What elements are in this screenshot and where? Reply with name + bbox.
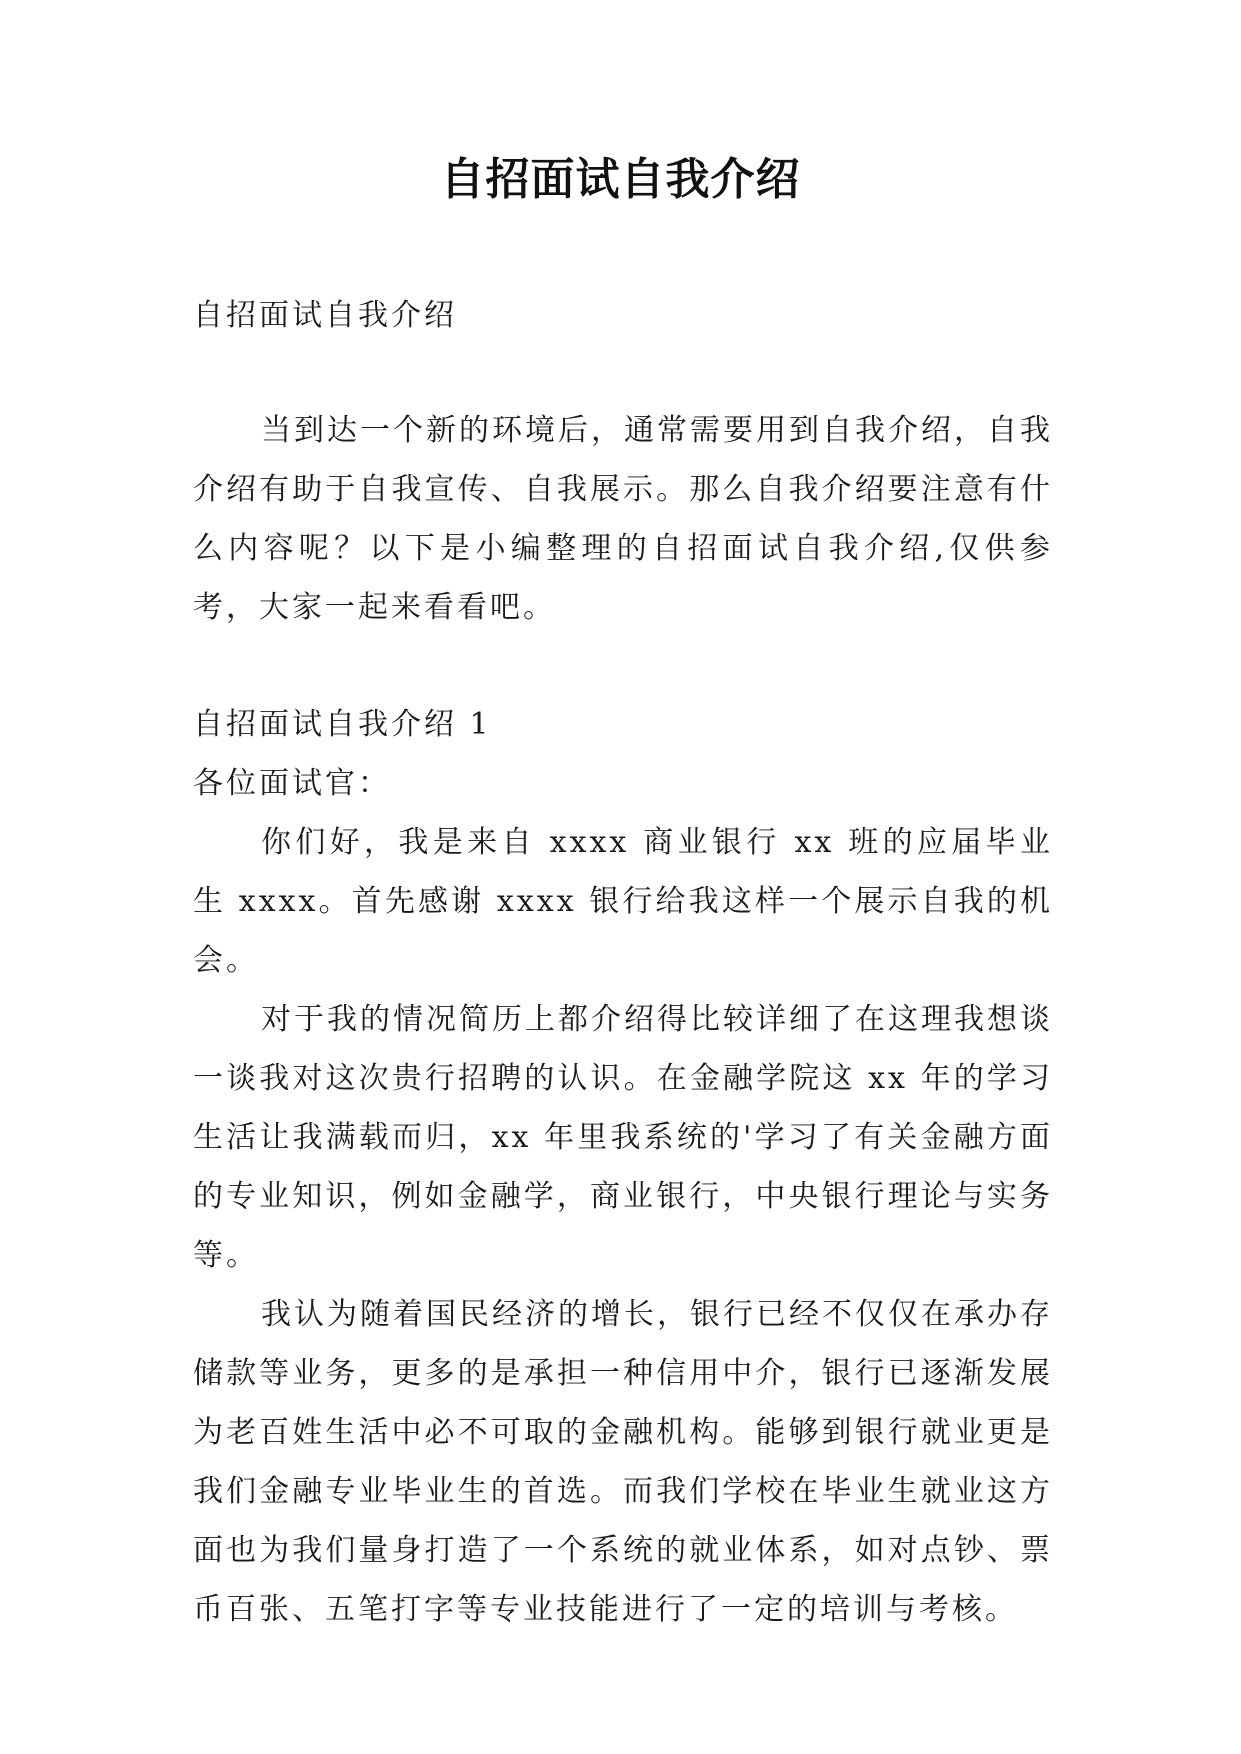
document-title: 自招面试自我介绍 xyxy=(440,154,801,205)
salutation: 各位面试官： xyxy=(193,766,391,801)
document-subtitle: 自招面试自我介绍 xyxy=(193,298,457,333)
body-paragraph: 我认为随着国民经济的增长，银行已经不仅仅在承办存储款等业务，更多的是承担一种信用中介，银行已逐渐发展为老百姓生活中必不可取的金融机构。能够到银行就业更是我们金融专业毕业生的首选。而我们学校在毕业生就业这方面也为我们量身打造了一个系统的就业体系，如对点钞、票币百张、五笔打字等专业技能进行了一定的培训与考核。 xyxy=(193,1297,1053,1627)
body-paragraph: 你们好，我是来自 xxxx 商业银行 xx 班的应届毕业生 xxxx。首先感谢 xxxx 银行给我这样一个展示自我的机会。 xyxy=(193,825,1053,978)
intro-paragraph: 当到达一个新的环境后，通常需要用到自我介绍，自我介绍有助于自我宣传、自我展示。那么自我介绍要注意有什么内容呢？以下是小编整理的自招面试自我介绍,仅供参考，大家一起来看看吧。 xyxy=(193,413,1053,625)
body-paragraph: 对于我的情况简历上都介绍得比较详细了在这理我想谈一谈我对这次贵行招聘的认识。在金融学院这 xx 年的学习生活让我满载而归，xx 年里我系统的'学习了有关金融方面的专业知识，例如金融学，商业银行，中央银行理论与实务等。 xyxy=(193,1002,1053,1273)
section-1 xyxy=(193,695,1053,1639)
section-heading: 自招面试自我介绍 1 xyxy=(193,707,492,742)
